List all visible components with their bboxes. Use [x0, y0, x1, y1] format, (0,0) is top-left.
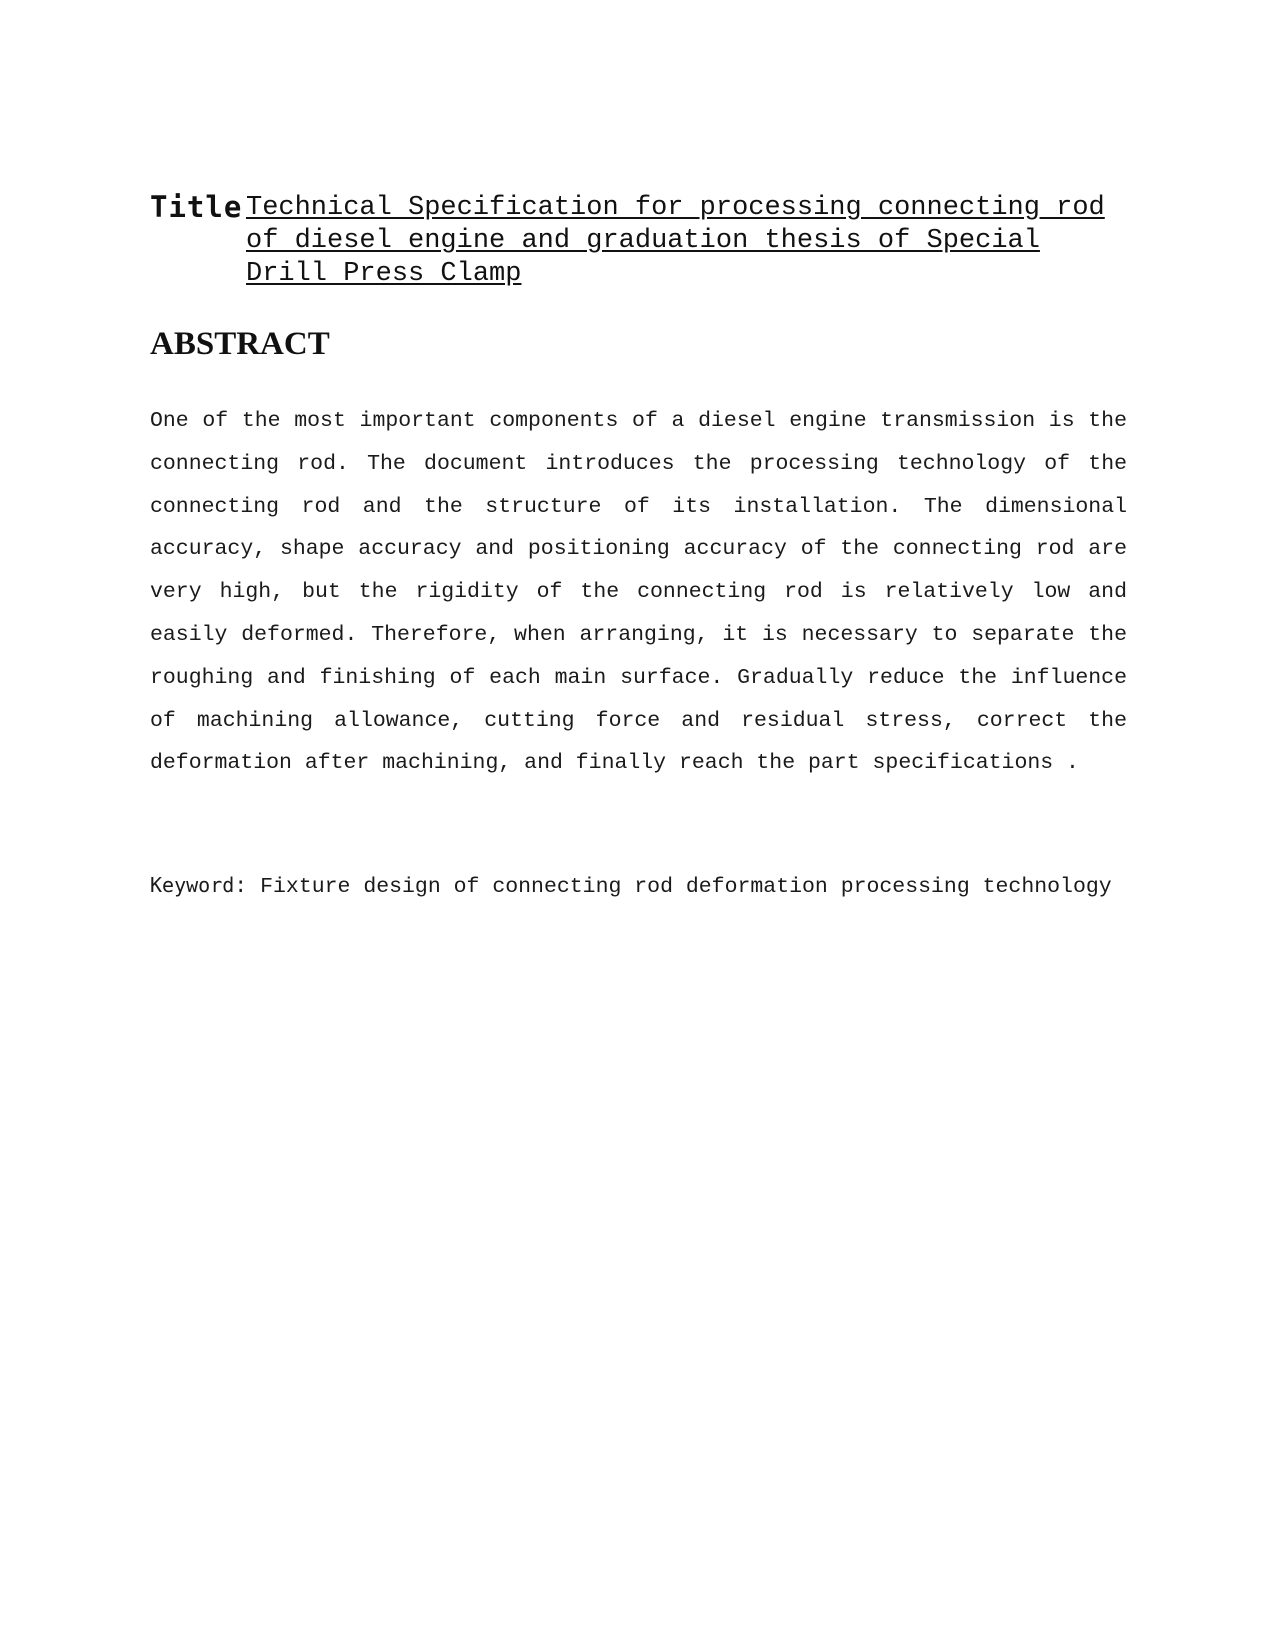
- document-title: Technical Specification for processing connecting rod of diesel engine and graduation thesis of Special Drill Press Clamp: [246, 193, 1105, 289]
- keyword-line: [150, 870, 1140, 902]
- keyword-separator: :: [234, 875, 261, 899]
- keywords-text: Fixture design of connecting rod deformation processing technology: [260, 875, 1112, 899]
- title-block: [150, 192, 1130, 291]
- keyword-label: Keyword: [150, 873, 235, 897]
- abstract-paragraph: One of the most important components of a diesel engine transmission is the connecting rod. The document introduces the processing technology of the connecting rod and the structure of its installation. The dimensional accuracy, shape accuracy and positioning accuracy of the connecting rod are very high, but the rigidity of the connecting rod is relatively low and easily deformed. Therefore, when arranging, it is necessary to separate the roughing and finishing of each main surface. Gradually reduce the influence of machining allowance, cutting force and residual stress, correct the deformation after machining, and finally reach the part specifications .: [150, 409, 1127, 776]
- title-label: Title: [150, 190, 243, 224]
- abstract-heading: ABSTRACT: [150, 326, 330, 362]
